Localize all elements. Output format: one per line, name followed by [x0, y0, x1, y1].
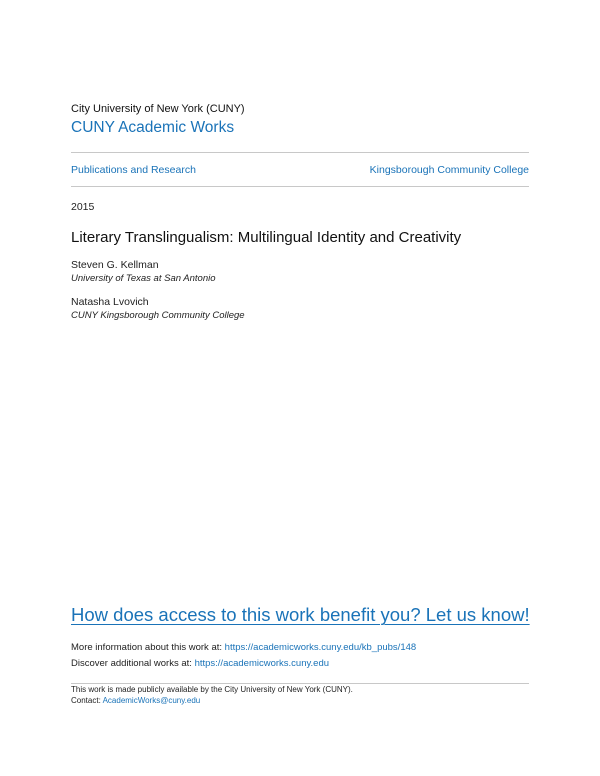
contact-line [71, 696, 200, 705]
contact-email-link[interactable]: AcademicWorks@cuny.edu [102, 696, 201, 705]
more-info-url-link[interactable]: https://academicworks.cuny.edu/kb_pubs/148 [224, 642, 417, 653]
contact-label: Contact: [71, 696, 103, 705]
publication-year: 2015 [71, 201, 95, 213]
collection-link[interactable]: Publications and Research [71, 164, 196, 176]
author-name: Steven G. Kellman [71, 259, 159, 271]
divider-series [71, 186, 529, 187]
author-affiliation: CUNY Kingsborough Community College [71, 310, 245, 321]
discover-label: Discover additional works at: [71, 658, 195, 669]
institution-name: City University of New York (CUNY) [71, 103, 245, 115]
author-name: Natasha Lvovich [71, 296, 149, 308]
availability-note: This work is made publicly available by the City University of New York (CUNY). [71, 685, 353, 694]
site-name-link[interactable]: CUNY Academic Works [71, 119, 235, 136]
more-info-label: More information about this work at: [71, 642, 225, 653]
document-title: Literary Translingualism: Multilingual Identity and Creativity [71, 229, 462, 246]
author-affiliation: University of Texas at San Antonio [71, 273, 216, 284]
discover-url-link[interactable]: https://academicworks.cuny.edu [194, 658, 330, 669]
divider-footer [71, 683, 529, 684]
discover-line [71, 658, 329, 669]
more-info-line [71, 642, 416, 653]
college-link[interactable]: Kingsborough Community College [369, 164, 529, 176]
divider-top [71, 152, 529, 153]
feedback-link[interactable]: How does access to this work benefit you? Let us know! [71, 604, 530, 625]
